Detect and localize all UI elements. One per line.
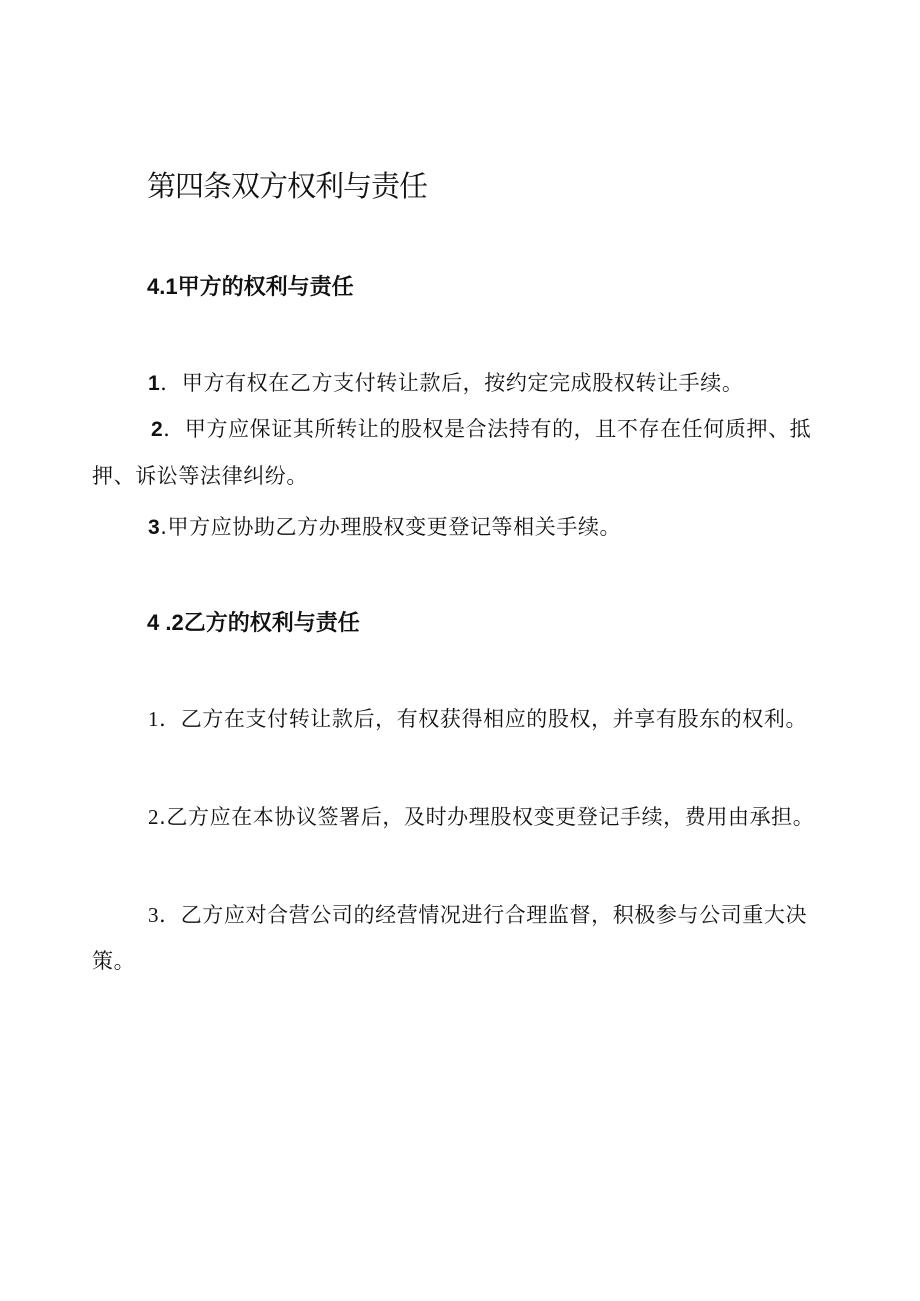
clause-item: [92, 406, 832, 499]
clause-text: .乙方应在本协议签署后，及时办理股权变更登记手续，费用由承担。: [159, 805, 815, 829]
clause-text: ．甲方应保证其所转让的股权是合法持有的，且不存在任何质押、抵押、诉讼等法律纠纷。: [92, 417, 812, 488]
clause-text: .甲方应协助乙方办理股权变更登记等相关手续。: [160, 515, 622, 539]
clause-number: 2: [151, 418, 164, 441]
section-title: 甲方的权利与责任: [177, 275, 354, 300]
clause-item: [92, 504, 832, 551]
clause-item: [92, 360, 832, 407]
clause-number: 1: [148, 372, 161, 395]
clause-number: 2: [148, 805, 160, 829]
clause-text: ．乙方应对合营公司的经营情况进行合理监督，积极参与公司重大决策。: [92, 903, 808, 973]
clause-number: 1: [148, 707, 160, 731]
clause-number: 3: [148, 903, 160, 927]
clause-item: [92, 696, 832, 742]
clause-number: 3: [148, 516, 161, 539]
section-heading-4-2: [147, 606, 360, 641]
clause-item: [92, 892, 832, 984]
section-title: 乙方的权利与责任: [183, 611, 360, 636]
clause-text: ．甲方有权在乙方支付转让款后，按约定完成股权转让手续。: [160, 371, 744, 395]
clause-text: ．乙方在支付转让款后，有权获得相应的股权，并享有股东的权利。: [159, 707, 808, 731]
section-number: 4 .2: [147, 610, 184, 635]
article-title: 第四条双方权利与责任: [147, 169, 428, 203]
section-heading-4-1: [147, 270, 354, 305]
clause-item: [92, 794, 832, 840]
section-number: 4.1: [147, 274, 178, 299]
